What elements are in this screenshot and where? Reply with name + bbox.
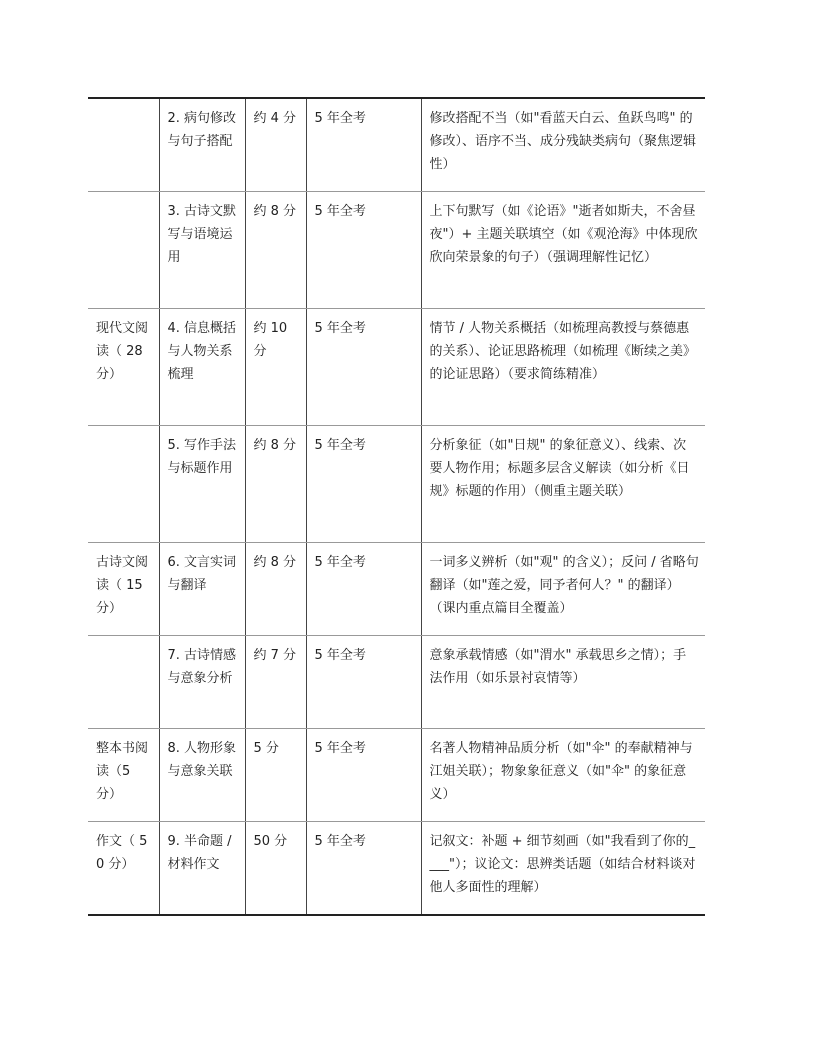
frequency-cell: 5 年全考 (306, 636, 421, 729)
detail-cell: 上下句默写（如《论语》"逝者如斯夫，不舍昼夜"）+ 主题关联填空（如《观沧海》中体现欣欣向荣景象的句子）（强调理解性记忆） (421, 192, 705, 309)
section-cell (88, 98, 159, 192)
score-cell: 约 8 分 (245, 543, 306, 636)
table-row (88, 543, 705, 636)
detail-cell: 一词多义辨析（如"观" 的含义）；反问 / 省略句翻译（如"莲之爱，同予者何人？" 的翻译）（课内重点篇目全覆盖） (421, 543, 705, 636)
score-cell: 约 10 分 (245, 309, 306, 426)
item-cell: 7. 古诗情感与意象分析 (159, 636, 245, 729)
frequency-cell: 5 年全考 (306, 729, 421, 822)
item-cell: 6. 文言实词与翻译 (159, 543, 245, 636)
section-cell (88, 636, 159, 729)
item-cell: 3. 古诗文默写与语境运用 (159, 192, 245, 309)
detail-cell: 分析象征（如"日规" 的象征意义）、线索、次要人物作用；标题多层含义解读（如分析《日规》标题的作用）（侧重主题关联） (421, 426, 705, 543)
frequency-cell: 5 年全考 (306, 309, 421, 426)
table-row (88, 309, 705, 426)
item-cell: 9. 半命题 / 材料作文 (159, 822, 245, 916)
frequency-cell: 5 年全考 (306, 98, 421, 192)
table-row (88, 426, 705, 543)
score-cell: 约 8 分 (245, 192, 306, 309)
score-cell: 50 分 (245, 822, 306, 916)
table-row (88, 98, 705, 192)
frequency-cell: 5 年全考 (306, 426, 421, 543)
detail-cell: 修改搭配不当（如"看蓝天白云、鱼跃鸟鸣" 的修改）、语序不当、成分残缺类病句（聚焦逻辑性） (421, 98, 705, 192)
frequency-cell: 5 年全考 (306, 192, 421, 309)
score-cell: 约 4 分 (245, 98, 306, 192)
detail-cell: 名著人物精神品质分析（如"伞" 的奉献精神与江姐关联）；物象象征意义（如"伞" 的象征意义） (421, 729, 705, 822)
section-cell: 作文（ 50 分） (88, 822, 159, 916)
detail-cell: 意象承载情感（如"渭水" 承载思乡之情）；手法作用（如乐景衬哀情等） (421, 636, 705, 729)
detail-cell: 情节 / 人物关系概括（如梳理高教授与蔡德惠的关系）、论证思路梳理（如梳理《断续之美》的论证思路）（要求简练精准） (421, 309, 705, 426)
table-row (88, 192, 705, 309)
score-cell: 约 8 分 (245, 426, 306, 543)
table-row (88, 729, 705, 822)
section-cell: 古诗文阅读（ 15 分） (88, 543, 159, 636)
section-cell (88, 192, 159, 309)
score-cell: 5 分 (245, 729, 306, 822)
section-cell: 现代文阅读（ 28 分） (88, 309, 159, 426)
exam-analysis-table (88, 97, 705, 916)
section-cell: 整本书阅读（5 分） (88, 729, 159, 822)
frequency-cell: 5 年全考 (306, 822, 421, 916)
detail-cell: 记叙文：补题 + 细节刻画（如"我看到了你的____"）；议论文：思辨类话题（如结合材料谈对他人多面性的理解） (421, 822, 705, 916)
item-cell: 4. 信息概括与人物关系梳理 (159, 309, 245, 426)
item-cell: 2. 病句修改与句子搭配 (159, 98, 245, 192)
section-cell (88, 426, 159, 543)
table-row (88, 822, 705, 916)
frequency-cell: 5 年全考 (306, 543, 421, 636)
item-cell: 8. 人物形象与意象关联 (159, 729, 245, 822)
table-row (88, 636, 705, 729)
item-cell: 5. 写作手法与标题作用 (159, 426, 245, 543)
score-cell: 约 7 分 (245, 636, 306, 729)
